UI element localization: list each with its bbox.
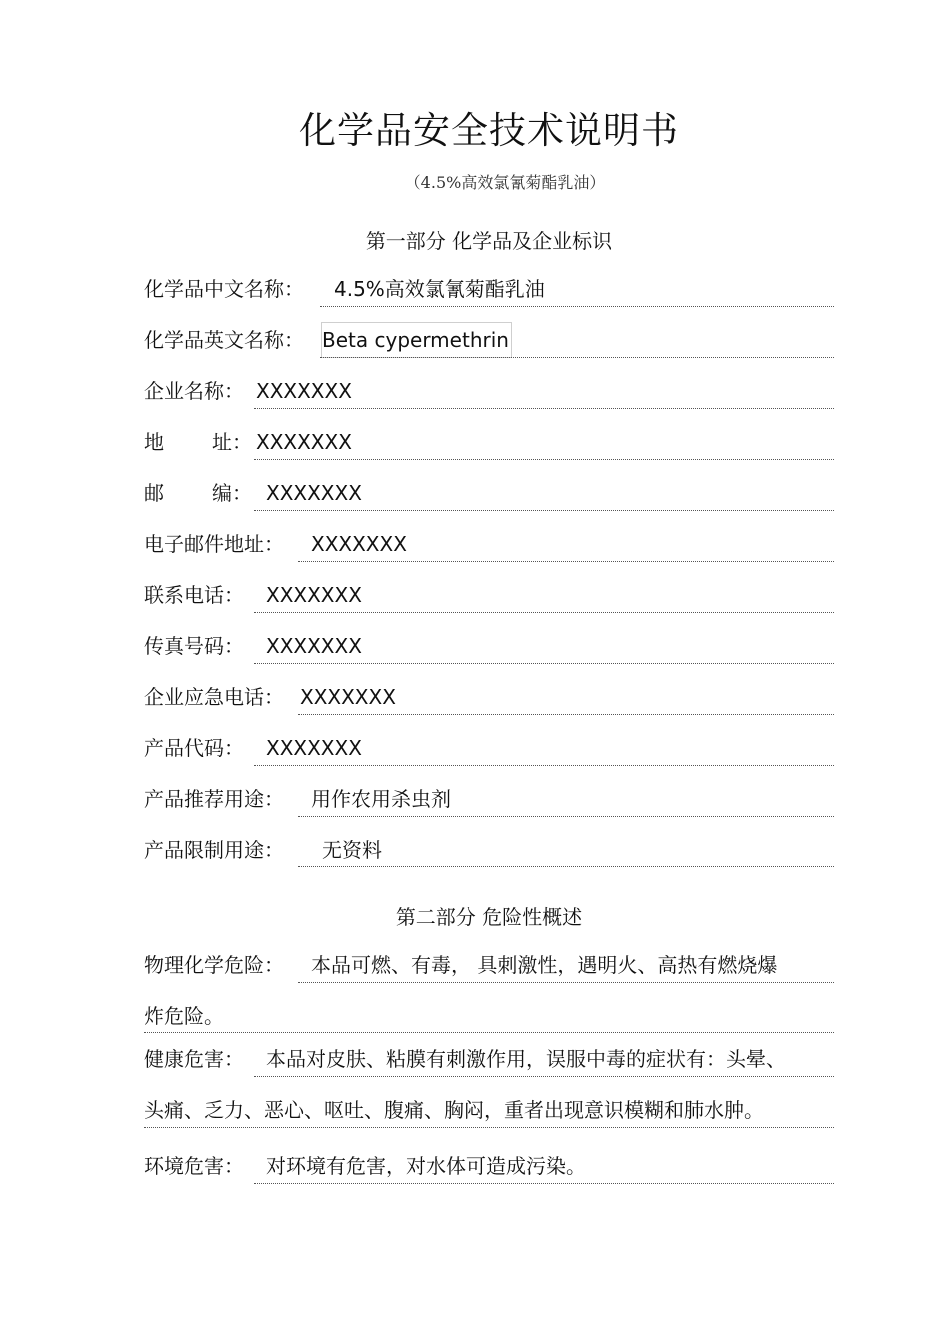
field-value: XXXXXXX bbox=[300, 685, 396, 709]
field-value: XXXXXXX bbox=[311, 532, 407, 556]
field-label: 物理化学危险： bbox=[144, 953, 284, 977]
field-underline bbox=[144, 1032, 834, 1033]
field-label: 联系电话： bbox=[144, 583, 244, 607]
field-value: XXXXXXX bbox=[266, 634, 362, 658]
field-value: 4.5%高效氯氰菊酯乳油 bbox=[334, 277, 545, 301]
field-label: 产品推荐用途： bbox=[144, 787, 284, 811]
field-label: 产品代码： bbox=[144, 736, 244, 760]
field-underline bbox=[298, 982, 834, 983]
part1-heading: 第一部分 化学品及企业标识 bbox=[365, 229, 613, 253]
field-label: 化学品英文名称： bbox=[144, 328, 304, 352]
field-value: XXXXXXX bbox=[266, 736, 362, 760]
field-value: 本品对皮肤、粘膜有刺激作用，误服中毒的症状有：头晕、 bbox=[266, 1047, 786, 1071]
field-value: 本品可燃、有毒， 具刺激性，遇明火、高热有燃烧爆 bbox=[311, 953, 778, 977]
field-underline bbox=[298, 816, 834, 817]
document-title: 化学品安全技术说明书 bbox=[299, 109, 679, 152]
field-underline bbox=[298, 714, 834, 715]
field-value: 用作农用杀虫剂 bbox=[311, 787, 451, 811]
field-value: 对环境有危害，对水体可造成污染。 bbox=[266, 1154, 586, 1178]
field-value: XXXXXXX bbox=[266, 481, 362, 505]
field-underline bbox=[254, 1076, 834, 1077]
field-label: 产品限制用途： bbox=[144, 838, 284, 862]
label-char: 邮 bbox=[144, 481, 164, 505]
field-underline bbox=[254, 765, 834, 766]
field-underline bbox=[320, 306, 834, 307]
label-char: 地 bbox=[144, 430, 164, 454]
label-char: 编： bbox=[212, 481, 252, 505]
label-char: 址： bbox=[212, 430, 252, 454]
field-value: XXXXXXX bbox=[256, 430, 352, 454]
field-value: XXXXXXX bbox=[266, 583, 362, 607]
field-value: 无资料 bbox=[322, 838, 382, 862]
field-underline bbox=[320, 357, 834, 358]
field-value: XXXXXXX bbox=[256, 379, 352, 403]
field-underline bbox=[254, 612, 834, 613]
field-value: Beta cypermethrin bbox=[322, 323, 511, 357]
field-underline bbox=[298, 561, 834, 562]
physical-hazard-line2: 炸危险。 bbox=[144, 1004, 224, 1028]
health-hazard-line2: 头痛、乏力、恶心、呕吐、腹痛、胸闷，重者出现意识模糊和肺水肿。 bbox=[144, 1098, 764, 1122]
field-label: 电子邮件地址： bbox=[144, 532, 284, 556]
field-underline bbox=[298, 866, 834, 867]
field-underline bbox=[254, 510, 834, 511]
document-subtitle: （4.5%高效氯氰菊酯乳油） bbox=[404, 173, 606, 192]
field-label: 企业名称： bbox=[144, 379, 244, 403]
field-underline bbox=[254, 459, 834, 460]
field-label: 化学品中文名称： bbox=[144, 277, 304, 301]
part2-heading: 第二部分 危险性概述 bbox=[395, 905, 583, 929]
field-label: 传真号码： bbox=[144, 634, 244, 658]
field-label: 企业应急电话： bbox=[144, 685, 284, 709]
field-label: 健康危害： bbox=[144, 1047, 244, 1071]
field-underline bbox=[144, 1127, 834, 1128]
field-label: 环境危害： bbox=[144, 1154, 244, 1178]
field-underline bbox=[254, 663, 834, 664]
field-underline bbox=[254, 408, 834, 409]
field-underline bbox=[254, 1183, 834, 1184]
